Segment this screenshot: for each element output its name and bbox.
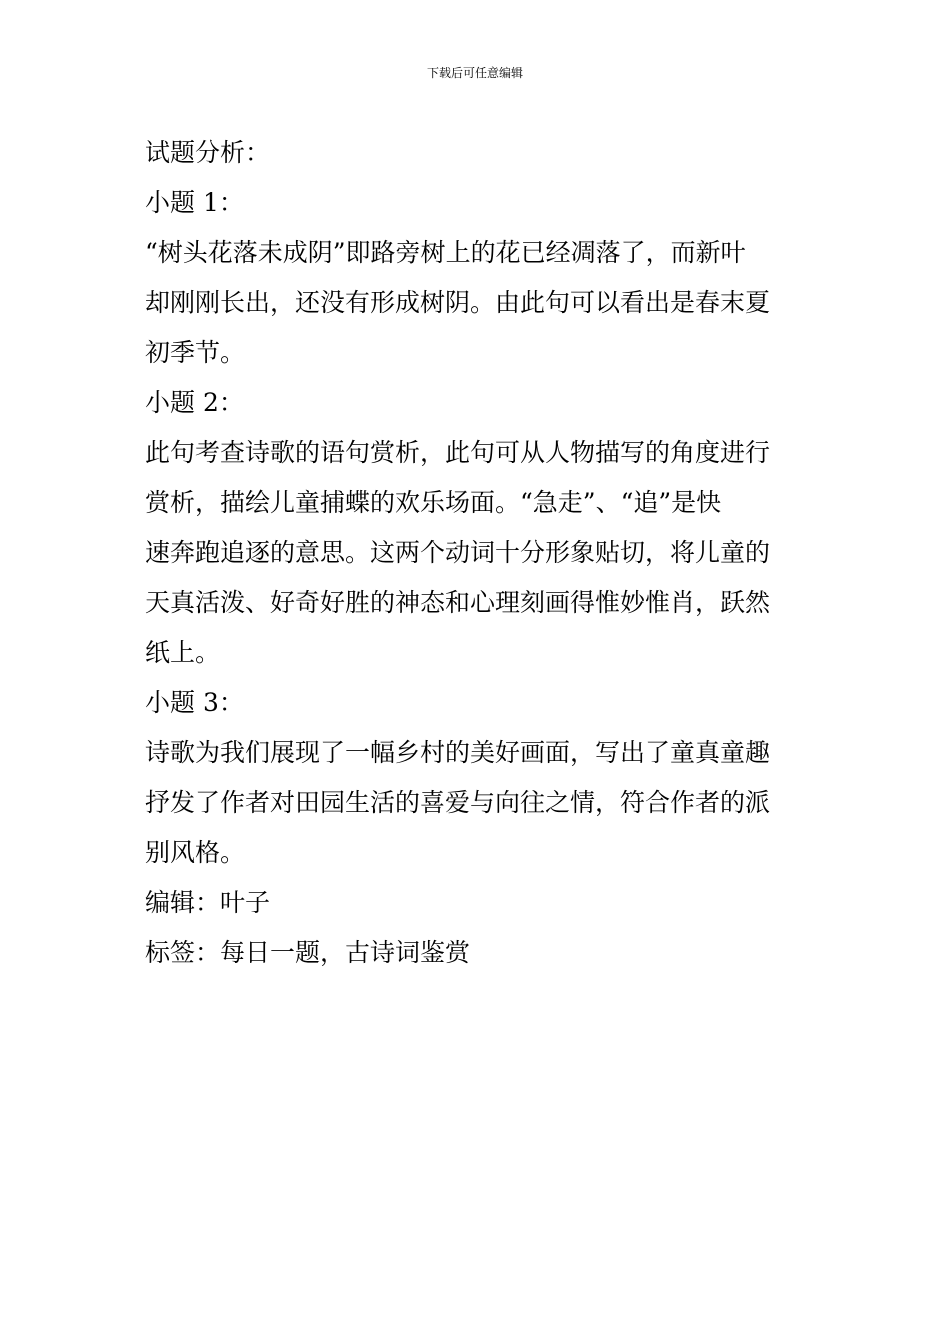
document-body <box>145 128 810 978</box>
editor-line: 编辑：叶子 <box>145 888 271 917</box>
question-1-heading: 小题 1： <box>145 188 244 217</box>
header-note: 下载后可任意编辑 <box>426 66 523 80</box>
question-3-heading: 小题 3： <box>145 688 244 717</box>
paragraph-line: 却刚刚长出，还没有形成树阴。由此句可以看出是春末夏 <box>145 288 771 317</box>
paragraph-line: 抒发了作者对田园生活的喜爱与向往之情，符合作者的派 <box>145 788 771 817</box>
paragraph-line: 纸上。 <box>145 638 221 667</box>
paragraph-line: 初季节。 <box>145 338 246 367</box>
paragraph-line: 天真活泼、好奇好胜的神态和心理刻画得惟妙惟肖，跃然 <box>145 588 771 617</box>
question-2-heading: 小题 2： <box>145 388 244 417</box>
paragraph-line: 此句考查诗歌的语句赏析，此句可从人物描写的角度进行 <box>145 438 771 467</box>
section-heading-analysis: 试题分析： <box>145 138 271 167</box>
paragraph-line: 别风格。 <box>145 838 246 867</box>
tags-line: 标签：每日一题，古诗词鉴赏 <box>145 938 471 967</box>
paragraph-line: 诗歌为我们展现了一幅乡村的美好画面，写出了童真童趣 <box>145 738 771 767</box>
paragraph-line: 赏析，描绘儿童捕蝶的欢乐场面。“急走”、“追”是快 <box>145 488 722 517</box>
paragraph-line: 速奔跑追逐的意思。这两个动词十分形象贴切，将儿童的 <box>145 538 771 567</box>
paragraph-line: “树头花落未成阴”即路旁树上的花已经凋落了，而新叶 <box>145 238 746 267</box>
